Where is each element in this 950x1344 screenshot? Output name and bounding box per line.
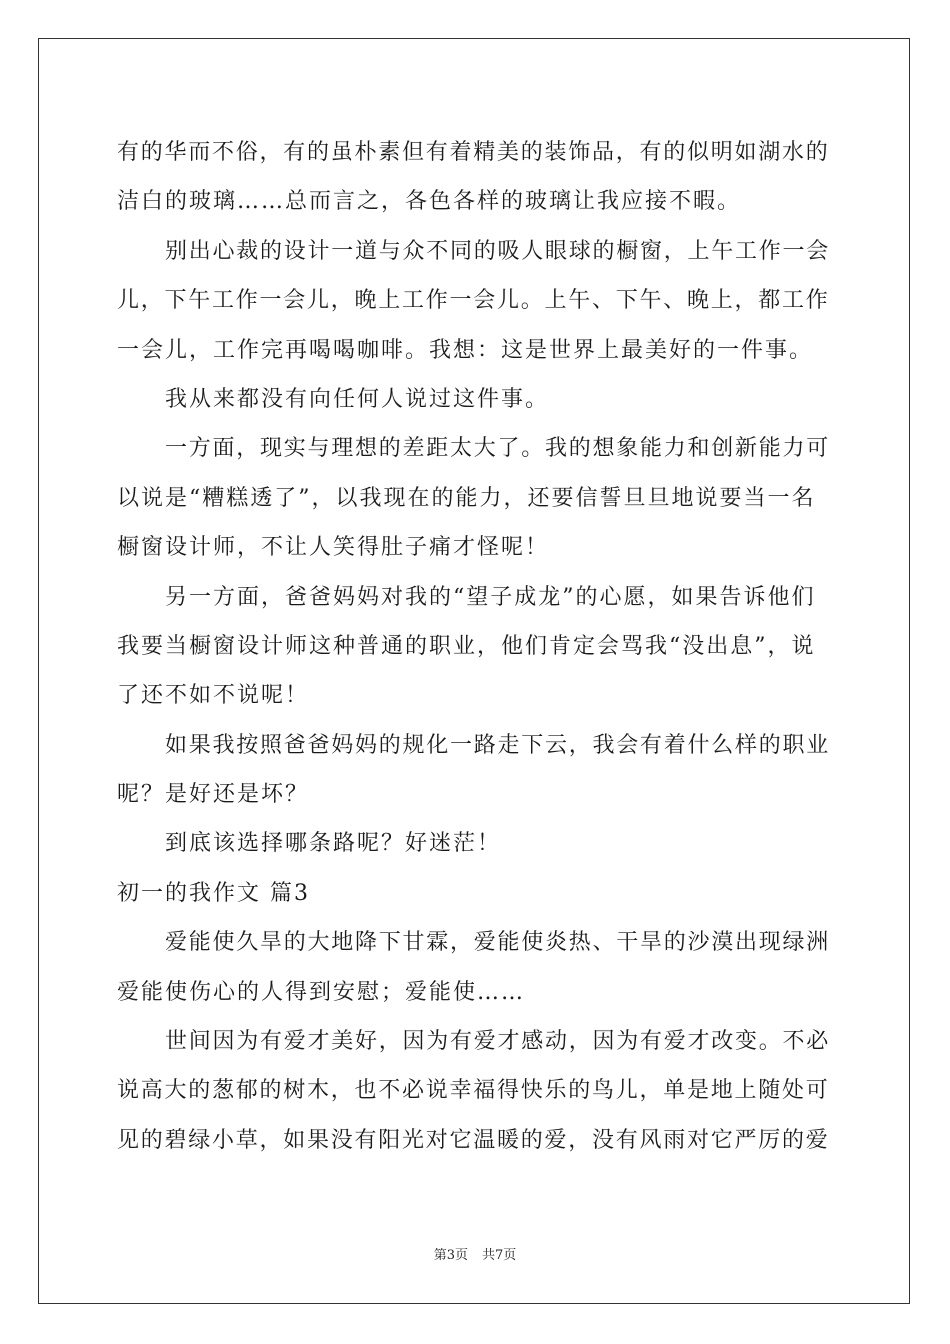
paragraph-start: 爱能使久旱的大地降下甘霖，爱能使炎热、干旱的沙漠出现绿洲 xyxy=(165,930,831,956)
text-line: 说高大的葱郁的树木，也不必说幸福得快乐的鸟儿，单是地上随处可 xyxy=(117,1078,830,1104)
text-line: 儿，下午工作一会儿，晚上工作一会儿。上午、下午、晚上，都工作 xyxy=(117,288,830,314)
document-body xyxy=(117,128,833,1165)
text-line: 了还不如不说呢！ xyxy=(117,683,310,709)
text-line: 呢？是好还是坏？ xyxy=(117,782,310,808)
text-line: 见的碧绿小草，如果没有阳光对它温暖的爱，没有风雨对它严厉的爱 xyxy=(117,1127,830,1153)
paragraph-start: 别出心裁的设计一道与众不同的吸人眼球的橱窗，上午工作一会 xyxy=(165,238,831,264)
text-line: 以说是“糟糕透了”，以我现在的能力，还要信誓旦旦地说要当一名 xyxy=(117,485,816,511)
paragraph-start: 世间因为有爱才美好，因为有爱才感动，因为有爱才改变。不必 xyxy=(165,1029,831,1055)
text-line: 爱能使伤心的人得到安慰；爱能使…… xyxy=(117,979,526,1005)
paragraph-start: 到底该选择哪条路呢？好迷茫！ xyxy=(165,831,502,857)
text-line: 有的华而不俗，有的虽朴素但有着精美的装饰品，有的似明如湖水的 xyxy=(117,140,830,165)
text-line: 我要当橱窗设计师这种普通的职业，他们肯定会骂我“没出息”，说 xyxy=(117,633,816,659)
text-line: 洁白的玻璃……总而言之，各色各样的玻璃让我应接不暇。 xyxy=(117,189,742,215)
paragraph-start: 我从来都没有向任何人说过这件事。 xyxy=(165,386,550,412)
text-line: 橱窗设计师，不让人笑得肚子痛才怪呢！ xyxy=(117,535,550,561)
text-line: 一会儿，工作完再喝喝咖啡。我想：这是世界上最美好的一件事。 xyxy=(117,337,814,363)
page-number: 第3页 xyxy=(433,1248,468,1263)
paragraph-start: 另一方面，爸爸妈妈对我的“望子成龙”的心愿，如果告诉他们 xyxy=(165,584,816,610)
page-footer xyxy=(0,1244,950,1263)
paragraph-start: 一方面，现实与理想的差距太大了。我的想象能力和创新能力可 xyxy=(165,436,831,462)
page-total: 共7页 xyxy=(482,1248,517,1263)
section-heading: 初一的我作文 篇3 xyxy=(117,880,310,906)
paragraph-start: 如果我按照爸爸妈妈的规化一路走下云，我会有着什么样的职业 xyxy=(165,732,831,758)
